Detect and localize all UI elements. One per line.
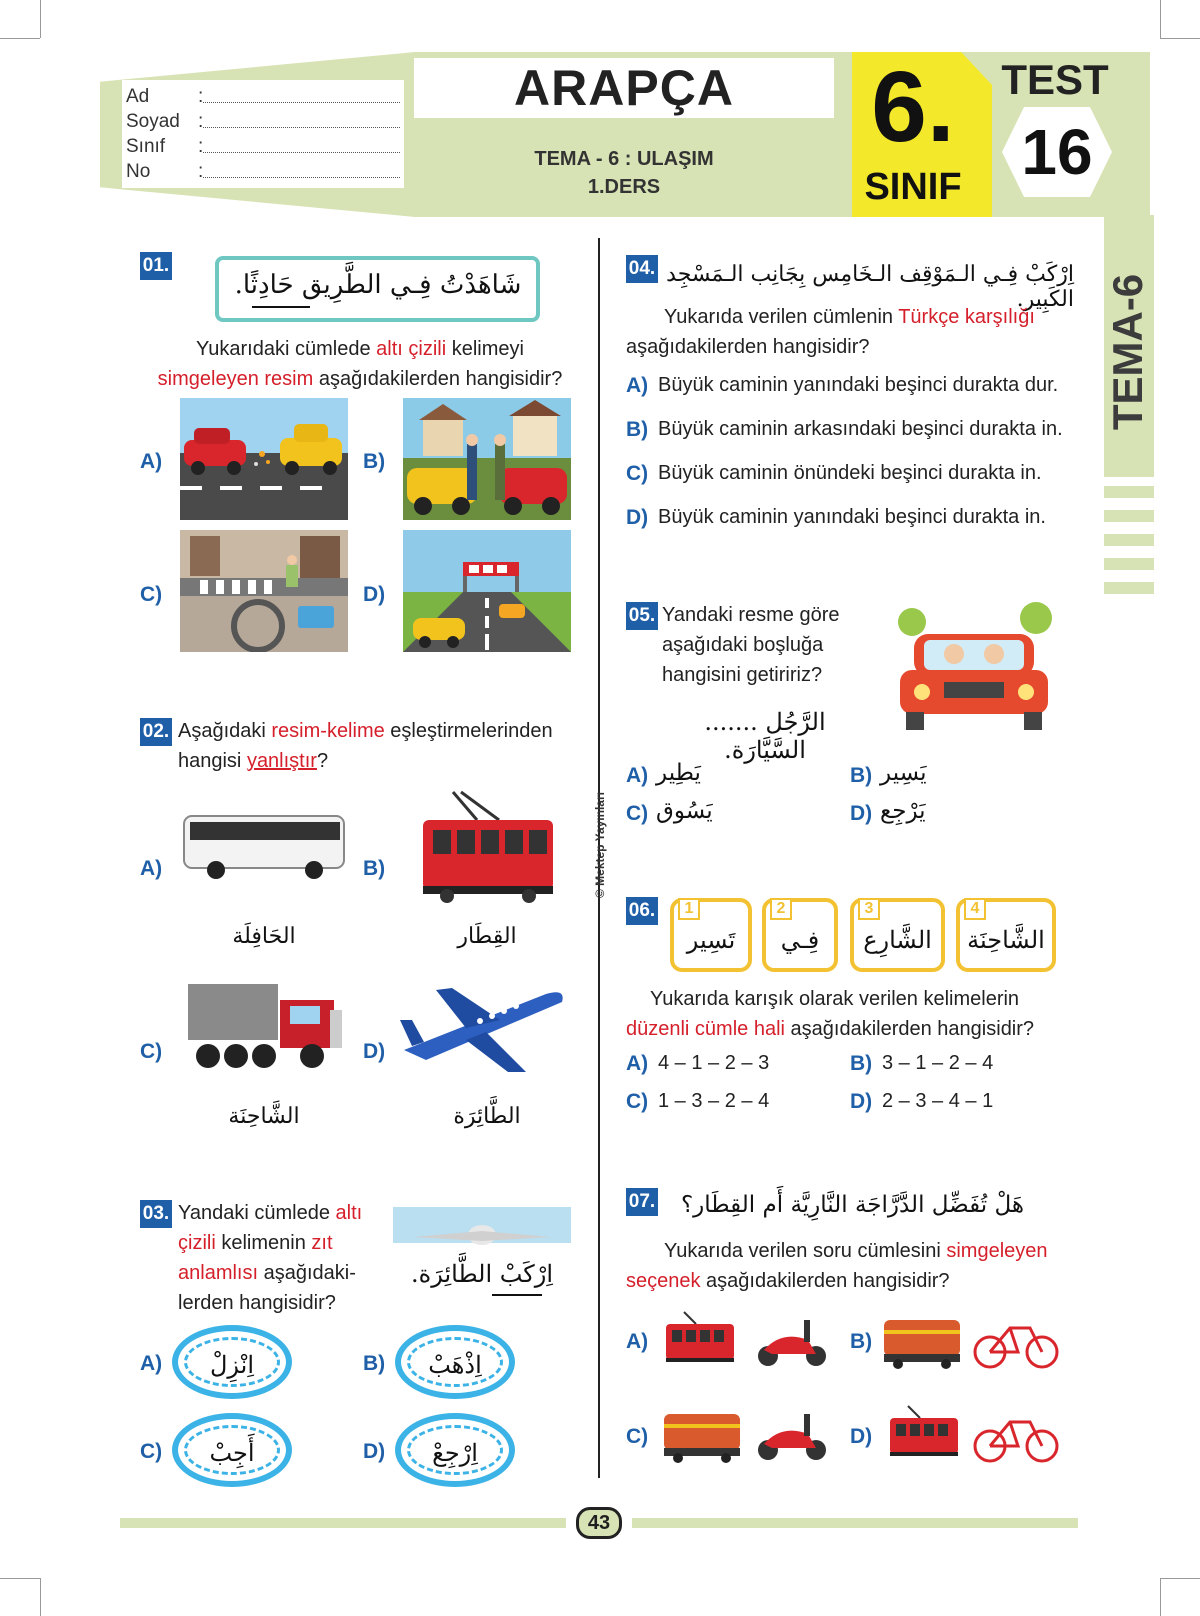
- locomotive-icon: [880, 1306, 966, 1372]
- word-card-1[interactable]: 1 تَسِير: [670, 898, 752, 972]
- question-prompt: Yukarıda verilen cümlenin Türkçe karşılığı aşağıdakilerden hangisidir?: [626, 306, 1035, 358]
- arabic-sentence: اِرْكَبْ الطَّائِرَة.: [411, 1260, 553, 1288]
- option-c[interactable]: C): [626, 462, 649, 485]
- option-b[interactable]: B): [626, 418, 649, 441]
- crop-mark: [1160, 1578, 1161, 1616]
- option-b[interactable]: B): [363, 450, 386, 473]
- word-card-3[interactable]: 3 الشَّارِع: [850, 898, 945, 972]
- option-c[interactable]: C): [140, 583, 163, 606]
- crop-mark: [40, 1578, 41, 1616]
- publisher-credit: © Mektep Yayınları: [593, 792, 607, 899]
- highway-image[interactable]: [403, 530, 571, 652]
- side-stripe: [1104, 486, 1154, 498]
- underline-mark: [492, 1294, 542, 1296]
- airplane-image[interactable]: [396, 980, 574, 1075]
- car-crash-image[interactable]: [180, 398, 348, 520]
- option-d-text[interactable]: 2 – 3 – 4 – 1: [882, 1090, 994, 1112]
- question-prompt: Yandaki resme göre aşağıdaki boşluğa hangisini getiririz?: [662, 604, 840, 686]
- arabic-sentence: هَلْ تُفَضِّل الدَّرَّاجَة النَّارِيَّة أَم القِطَار؟: [680, 1192, 1025, 1218]
- question-prompt: Yukarıda verilen soru cümlesini simgeleyen seçenek aşağıdakilerden hangisidir?: [626, 1240, 1048, 1292]
- option-c-text[interactable]: 1 – 3 – 2 – 4: [658, 1090, 770, 1112]
- option-b[interactable]: B): [850, 764, 873, 787]
- side-tab-label: TEMA-6: [1104, 273, 1151, 431]
- option-a[interactable]: A): [626, 1052, 649, 1075]
- test-word: TEST: [1001, 56, 1109, 103]
- word-label: الحَافِلَة: [232, 924, 296, 949]
- tram-icon: [884, 1404, 964, 1466]
- crop-mark: [1160, 0, 1161, 38]
- option-b[interactable]: B): [850, 1330, 873, 1353]
- question-number: 07.: [626, 1188, 658, 1216]
- page-number: 43: [576, 1507, 622, 1539]
- option-a-text[interactable]: يَطِير: [656, 760, 701, 786]
- grade-word: SINIF: [864, 166, 962, 208]
- option-b-text[interactable]: 3 – 1 – 2 – 4: [882, 1052, 994, 1074]
- question-number: 05.: [626, 602, 658, 630]
- crop-mark: [1160, 38, 1200, 39]
- lesson-label: 1.DERS: [587, 176, 661, 198]
- option-c[interactable]: C): [140, 1040, 163, 1063]
- question-number: 03.: [140, 1200, 172, 1228]
- question-prompt: Yandaki cümlede altı çizili kelimenin zıt anlamlısı aşağıdaki- lerden hangisidir?: [178, 1202, 363, 1314]
- question-number: 06.: [626, 897, 658, 925]
- question-prompt: Aşağıdaki resim-kelime eşleştirmelerinden hangisi yanlıştır?: [178, 720, 553, 772]
- option-a-text[interactable]: Büyük caminin yanındaki beşinci durakta dur.: [658, 374, 1059, 396]
- tram-image[interactable]: [403, 790, 571, 910]
- option-d[interactable]: D): [363, 1440, 386, 1463]
- bicycle-icon: [972, 1404, 1060, 1466]
- name-field[interactable]: Ad :: [126, 84, 400, 109]
- answer-bubble-a[interactable]: اِنْزِلْ: [172, 1325, 292, 1399]
- crop-mark: [0, 1578, 40, 1579]
- option-d[interactable]: D): [850, 1425, 873, 1448]
- tram-icon: [660, 1310, 740, 1372]
- question-prompt: Yukarıda karışık olarak verilen kelimelerin düzenli cümle hali aşağıdakilerden hangisidir?: [626, 988, 1035, 1040]
- option-b[interactable]: B): [363, 1352, 386, 1375]
- option-b[interactable]: B): [363, 857, 386, 880]
- answer-bubble-c[interactable]: أَجِبْ: [172, 1413, 292, 1487]
- word-label: الطَّائِرَة: [453, 1104, 521, 1129]
- question-number: 02.: [140, 718, 172, 746]
- grade-number: 6.: [871, 51, 955, 163]
- option-c-text[interactable]: يَسُوق: [656, 798, 713, 824]
- airplane-banner: [393, 1207, 571, 1307]
- option-c[interactable]: C): [140, 1440, 163, 1463]
- option-c[interactable]: C): [626, 1090, 649, 1113]
- option-a[interactable]: A): [626, 374, 649, 397]
- word-label: القِطَار: [457, 924, 517, 949]
- family-car-image: [892, 600, 1057, 742]
- option-d[interactable]: D): [850, 1090, 873, 1113]
- arabic-sentence: اِرْكَبْ فِـي الـمَوْقِف الـخَامِس بِجَانِب الـمَسْجِد الكَبِير.: [666, 262, 1074, 312]
- side-stripe: [1104, 534, 1154, 546]
- scooter-icon: [752, 1310, 832, 1372]
- bicycle-icon: [972, 1310, 1060, 1372]
- locomotive-icon: [660, 1400, 746, 1466]
- word-card-2[interactable]: 2 فِـي: [762, 898, 838, 972]
- option-a[interactable]: A): [140, 1352, 163, 1375]
- word-card-4[interactable]: 4 الشَّاحِنَة: [956, 898, 1056, 972]
- option-c-text[interactable]: Büyük caminin önündeki beşinci durakta in.: [658, 462, 1042, 484]
- car-breakdown-image[interactable]: [403, 398, 571, 520]
- option-b-text[interactable]: Büyük caminin arkasındaki beşinci durakta in.: [658, 418, 1063, 440]
- test-number: 16: [1021, 116, 1093, 188]
- crosswalk-image[interactable]: [180, 530, 348, 652]
- crop-mark: [40, 0, 41, 38]
- crop-mark: [0, 38, 40, 39]
- arabic-sentence: الرَّجُل ....... السَّيَّارَة.: [704, 708, 826, 764]
- option-d-text[interactable]: Büyük caminin yanındaki beşinci durakta in.: [658, 506, 1046, 528]
- option-b-text[interactable]: يَسِير: [880, 760, 927, 786]
- option-d[interactable]: D): [363, 583, 386, 606]
- answer-bubble-d[interactable]: اِرْجِعْ: [395, 1413, 515, 1487]
- option-a-text[interactable]: 4 – 1 – 2 – 3: [658, 1052, 770, 1074]
- option-d[interactable]: D): [850, 802, 873, 825]
- arabic-sentence: شَاهَدْتُ فِـي الطَّرِيق حَادِثًا.: [234, 270, 522, 300]
- topic-label: TEMA - 6 : ULAŞIM: [534, 148, 714, 170]
- answer-bubble-b[interactable]: اِذْهَبْ: [395, 1325, 515, 1399]
- side-stripe: [1104, 558, 1154, 570]
- student-info-box: [122, 80, 404, 188]
- option-d[interactable]: D): [363, 1040, 386, 1063]
- option-d-text[interactable]: يَرْجِع: [880, 798, 926, 824]
- underline-mark: [252, 306, 310, 308]
- option-d[interactable]: D): [626, 506, 649, 529]
- question-prompt: Yukarıdaki cümlede altı çizili kelimeyi simgeleyen resim aşağıdakilerden hangisidir?: [157, 338, 563, 390]
- option-b[interactable]: B): [850, 1052, 873, 1075]
- option-a[interactable]: A): [140, 450, 163, 473]
- truck-image[interactable]: [180, 970, 348, 1085]
- class-field[interactable]: Sınıf :: [126, 134, 400, 159]
- side-stripe: [1104, 582, 1154, 594]
- option-c[interactable]: C): [626, 1425, 649, 1448]
- question-number: 01.: [140, 252, 172, 280]
- crop-mark: [1160, 1578, 1200, 1579]
- bus-image[interactable]: [180, 810, 348, 882]
- surname-field[interactable]: Soyad :: [126, 109, 400, 134]
- option-a[interactable]: A): [626, 764, 649, 787]
- footer-bar-right: [632, 1518, 1078, 1528]
- scooter-icon: [752, 1404, 832, 1466]
- word-label: الشَّاحِنَة: [228, 1104, 300, 1129]
- footer-bar-left: [120, 1518, 566, 1528]
- number-field[interactable]: No :: [126, 159, 400, 184]
- option-a[interactable]: A): [140, 857, 163, 880]
- option-c[interactable]: C): [626, 802, 649, 825]
- question-number: 04.: [626, 255, 658, 283]
- subject-title: ARAPÇA: [414, 58, 834, 118]
- side-stripe: [1104, 510, 1154, 522]
- option-a[interactable]: A): [626, 1330, 649, 1353]
